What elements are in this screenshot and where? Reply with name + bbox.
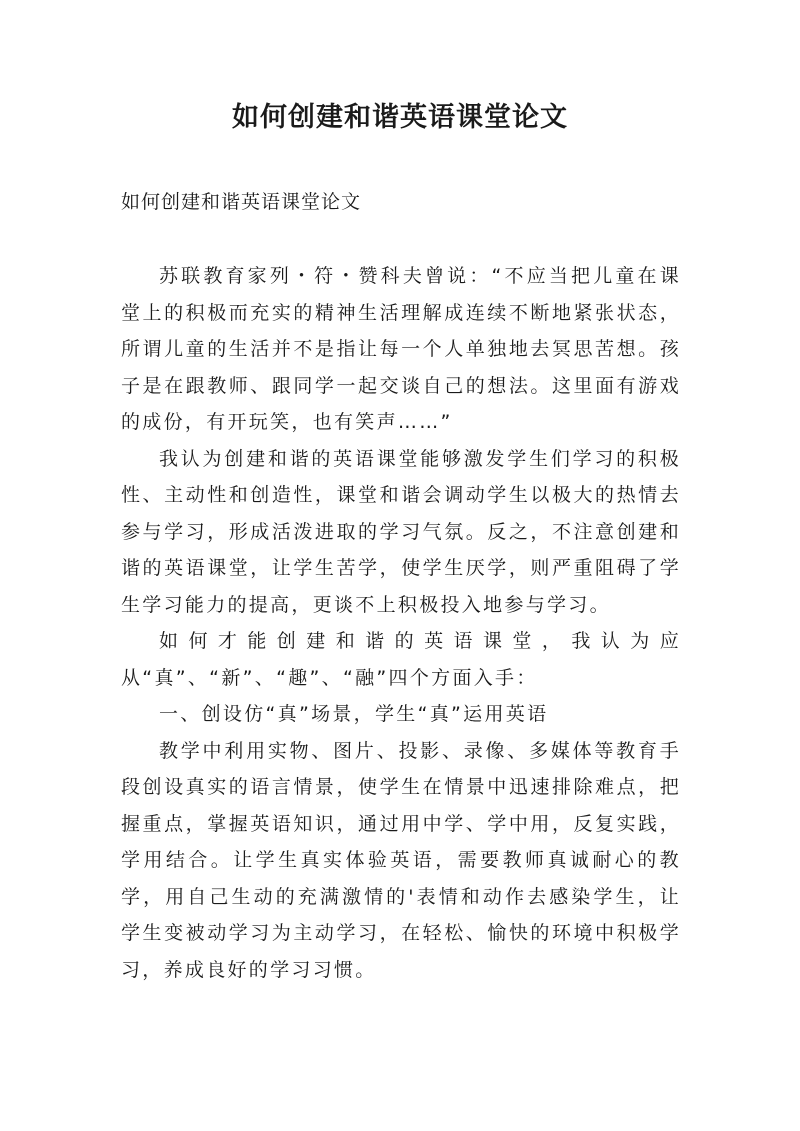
paragraph-harmony-benefits: 我认为创建和谐的英语课堂能够激发学生们学习的积极性、主动性和创造性，课堂和谐会调动学生以极大的热情去参与学习，形成活泼进取的学习气氛。反之，不注意创建和谐的英语课堂，让学生苦学，使学生厌学，则严重阻碍了学生学习能力的提高，更谈不上积极投入地参与学习。 <box>121 447 681 616</box>
paragraph-real-scenes: 教学中利用实物、图片、投影、录像、多媒体等教育手段创设真实的语言情景，使学生在情景中迅速排除难点，把握重点，掌握英语知识，通过用中学、学中用，反复实践，学用结合。让学生真实体验英语，需要教师真诚耐心的教学，用自己生动的充满激情的'表情和动作去感染学生，让学生变被动学习为主动学习，在轻松、愉快的环境中积极学习，养成良好的学习习惯。 <box>121 739 681 981</box>
document-subtitle: 如何创建和谐英语课堂论文 <box>121 191 362 213</box>
document-title: 如何创建和谐英语课堂论文 <box>232 102 568 133</box>
paragraph-four-aspects: 如何才能创建和谐的英语课堂，我认为应从“真”、“新”、“趣”、“融”四个方面入手： <box>121 630 681 689</box>
document-body <box>121 258 681 988</box>
paragraph-quote: 苏联教育家列・符・赞科夫曾说：“不应当把儿童在课堂上的积极而充实的精神生活理解成连续不断地紧张状态，所谓儿童的生活并不是指让每一个人单独地去冥思苦想。孩子是在跟教师、跟同学一起交谈自己的想法。这里面有游戏的成份，有开玩笑，也有笑声……” <box>121 265 681 433</box>
section-heading-1: 一、创设仿“真”场景，学生“真”运用英语 <box>159 703 549 725</box>
